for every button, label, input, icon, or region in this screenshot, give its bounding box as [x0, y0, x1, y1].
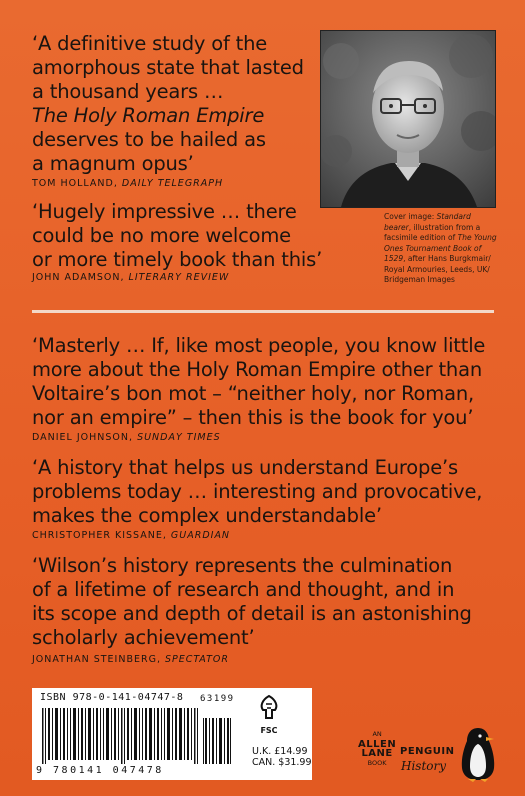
- quote-line: a magnum opus’: [32, 152, 194, 175]
- quote-line: nor an empire” – then this is the book for you’: [32, 406, 474, 429]
- barcode-panel: [32, 688, 312, 780]
- quote-line: amorphous state that lasted: [32, 56, 304, 79]
- barcode-addon-icon: [202, 708, 232, 764]
- fsc-logo: [252, 694, 286, 738]
- quote-line: ‘Wilson’s history represents the culmination: [32, 554, 453, 577]
- cover-image-caption: [384, 212, 502, 286]
- quote-line: problems today … interesting and provocative,: [32, 480, 483, 503]
- caption-text: Cover image:: [384, 212, 437, 221]
- quote-johnson: [32, 334, 485, 430]
- quote-line: ‘Masterly … If, like most people, you know little: [32, 334, 486, 357]
- quote-adamson: [32, 200, 322, 272]
- imprint-an: AN: [372, 730, 382, 738]
- quote-line: deserves to be hailed as: [32, 128, 266, 151]
- caption-text: The Young: [457, 233, 497, 242]
- attribution-source: SPECTATOR: [164, 654, 229, 665]
- caption-text: 1529: [384, 254, 404, 263]
- quote-line: or more timely book than this’: [32, 248, 323, 271]
- quote-line: The Holy Roman Empire: [32, 104, 265, 127]
- author-portrait-image: [321, 31, 495, 207]
- quote-holland: [32, 32, 304, 176]
- history-label: History: [401, 759, 447, 773]
- attribution-source: LITERARY REVIEW: [128, 272, 230, 283]
- penguin-label: PENGUIN: [400, 746, 455, 757]
- attribution-source: SUNDAY TIMES: [137, 432, 221, 443]
- attribution-kissane: [32, 530, 230, 541]
- attribution-source: GUARDIAN: [170, 530, 231, 541]
- attribution-source: DAILY TELEGRAPH: [121, 178, 224, 189]
- penguin-logo-icon: [456, 726, 500, 782]
- quote-line: could be no more welcome: [32, 224, 291, 247]
- attribution-adamson: [32, 272, 229, 283]
- attribution-name: TOM HOLLAND,: [32, 178, 122, 189]
- attribution-holland: [32, 178, 223, 189]
- attribution-steinberg: [32, 654, 229, 665]
- price-uk: U.K. £14.99: [252, 746, 308, 757]
- attribution-name: JONATHAN STEINBERG,: [32, 654, 165, 665]
- fsc-tree-icon: [254, 694, 284, 724]
- attribution-name: JOHN ADAMSON,: [32, 272, 129, 283]
- quote-line: scholarly achievement’: [32, 626, 255, 649]
- caption-text: Ones Tournament Book of: [384, 243, 482, 253]
- caption-text: Standard: [436, 212, 471, 221]
- caption-text: Royal Armouries, Leeds, UK/: [384, 264, 490, 274]
- caption-text: facsimile edition of: [384, 233, 458, 242]
- caption-text: , illustration from a: [408, 222, 481, 232]
- imprint-book: BOOK: [367, 758, 387, 767]
- quote-line: Voltaire’s bon mot – “neither holy, nor Roman,: [32, 382, 474, 405]
- caption-text: bearer: [384, 222, 409, 232]
- isbn-text: ISBN 978-0-141-04747-8: [40, 692, 184, 703]
- caption-text: , after Hans Burgkmair/: [403, 254, 491, 263]
- imprint-allen: ALLEN: [358, 738, 397, 750]
- author-photo: [320, 30, 496, 208]
- quote-line: makes the complex understandable’: [32, 504, 382, 527]
- imprint-lane: LANE: [361, 748, 393, 759]
- barcode-addon-text: 63199: [200, 694, 235, 704]
- divider-rule: [32, 310, 494, 313]
- attribution-name: CHRISTOPHER KISSANE,: [32, 530, 171, 541]
- price-block: [252, 746, 312, 768]
- quote-line: ‘A history that helps us understand Europe’s: [32, 456, 458, 479]
- quote-steinberg: [32, 554, 472, 650]
- quote-kissane: [32, 456, 482, 528]
- attribution-name: DANIEL JOHNSON,: [32, 432, 138, 443]
- quote-line: its scope and depth of detail is an astonishing: [32, 602, 472, 625]
- caption-text: Bridgeman Images: [384, 275, 455, 284]
- quote-line: more about the Holy Roman Empire other than: [32, 358, 482, 381]
- price-can: CAN. $31.99: [252, 757, 312, 768]
- quote-line: a thousand years …: [32, 80, 224, 103]
- fsc-label: FSC: [260, 726, 278, 735]
- attribution-johnson: [32, 432, 221, 443]
- ean-text: 9 780141 047478: [36, 765, 164, 776]
- quote-line: of a lifetime of research and thought, and in: [32, 578, 455, 601]
- quote-line: ‘Hugely impressive … there: [32, 200, 297, 223]
- quote-line: ‘A definitive study of the: [32, 32, 268, 55]
- allen-lane-imprint: [358, 730, 396, 768]
